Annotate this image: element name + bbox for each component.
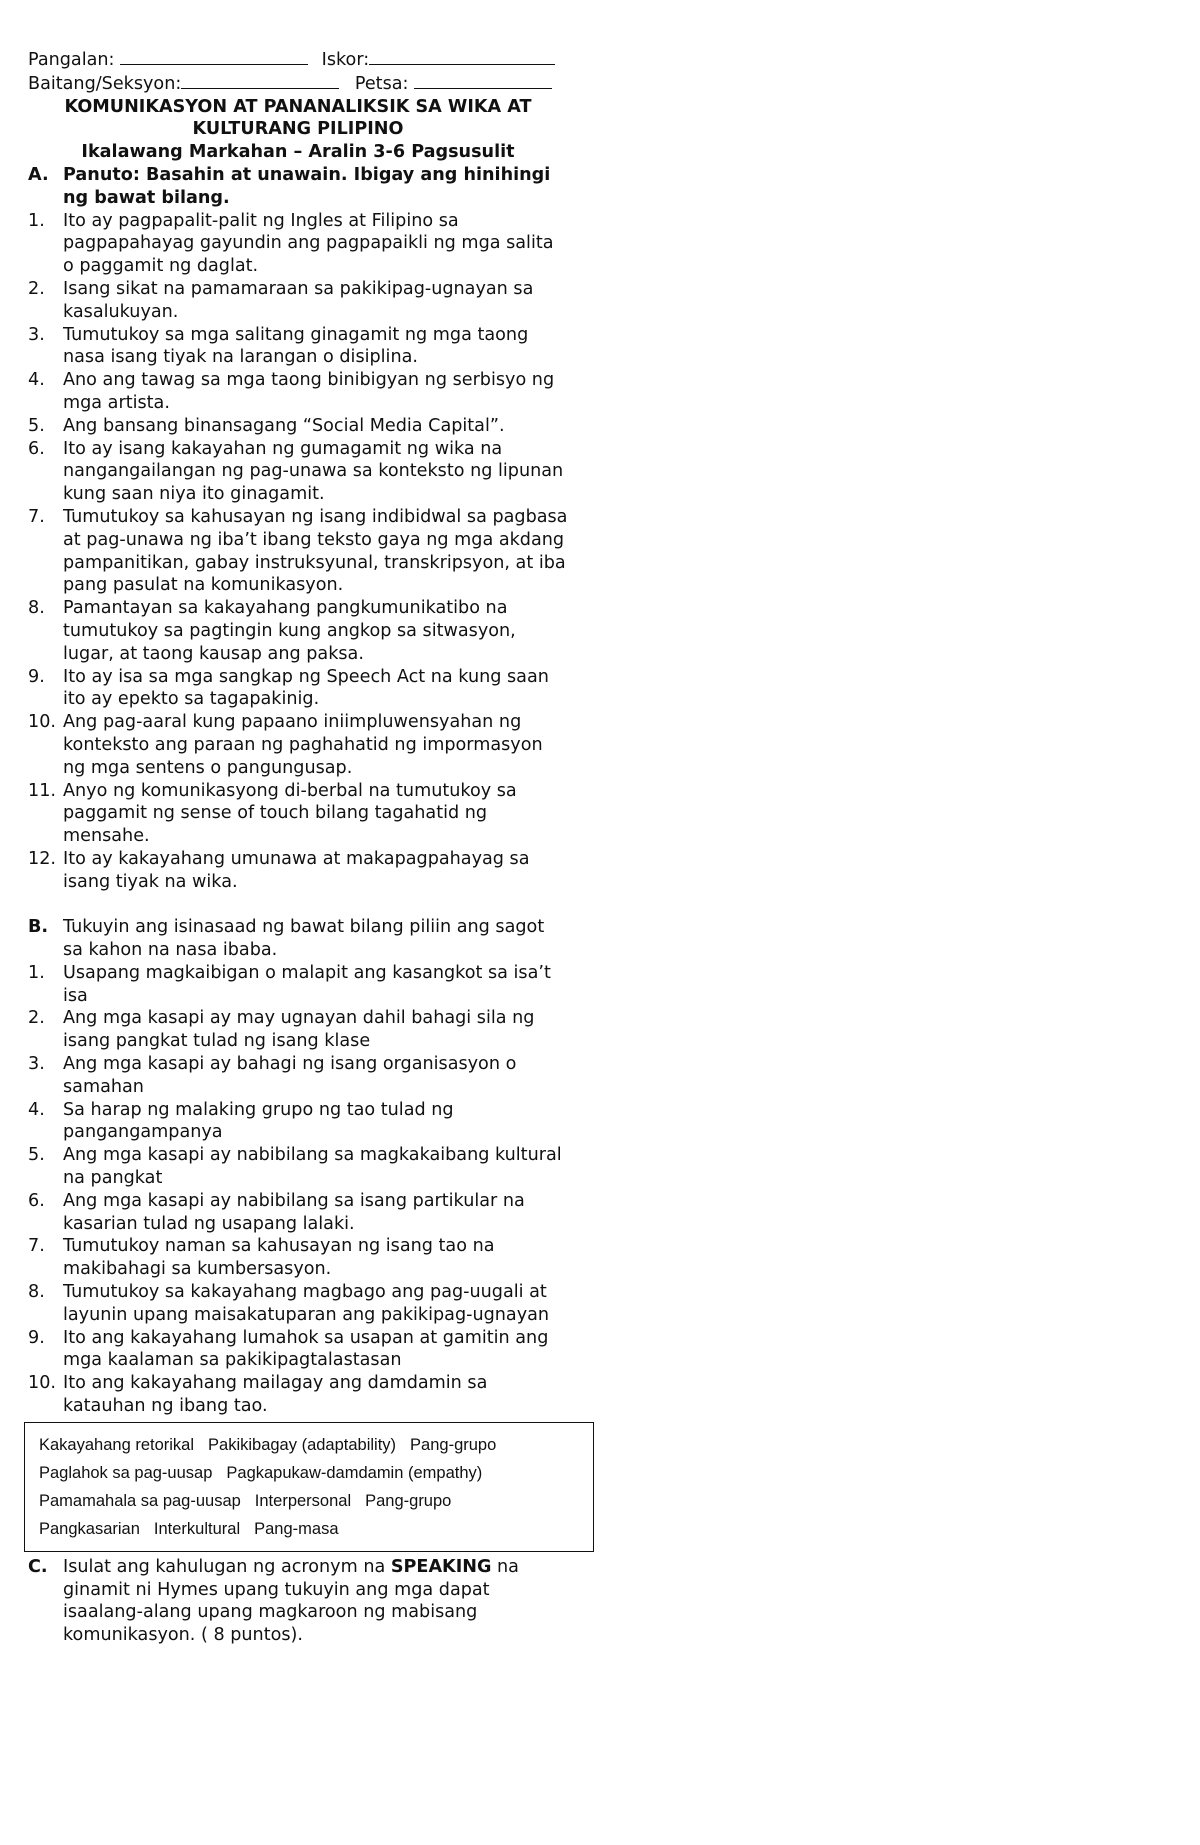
name-score-line	[28, 48, 568, 72]
question-item	[28, 324, 568, 370]
part-b-list	[28, 962, 568, 1418]
question-text: Ang mga kasapi ay bahagi ng isang organisasyon o samahan	[63, 1054, 517, 1097]
question-number: 7.	[28, 506, 45, 527]
title-line-2: KULTURANG PILIPINO	[192, 119, 404, 140]
title-line-1: KOMUNIKASYON AT PANANALIKSIK SA WIKA AT	[64, 96, 532, 117]
question-number: 10.	[28, 1373, 56, 1394]
part-b-instruction-text: Tukuyin ang isinasaad ng bawat bilang piliin ang sagot sa kahon na nasa ibaba.	[63, 917, 545, 961]
question-item	[28, 780, 568, 848]
question-item	[28, 1053, 568, 1099]
question-text: Ito ang kakayahang lumahok sa usapan at gamitin ang mga kaalaman sa pakikipagtalastasan	[63, 1327, 549, 1371]
question-number: 1.	[28, 210, 45, 231]
question-item	[28, 848, 568, 894]
part-c-letter: C.	[28, 1556, 48, 1577]
answer-choice: Pagkapukaw-damdamin (empathy)	[226, 1463, 483, 1482]
question-text: Ano ang tawag sa mga taong binibigyan ng serbisyo ng mga artista.	[63, 370, 555, 413]
choice-row	[39, 1459, 593, 1487]
answer-choice: Kakayahang retorikal	[39, 1435, 195, 1454]
question-item	[28, 369, 568, 415]
question-number: 9.	[28, 666, 45, 687]
question-text: Ito ay isa sa mga sangkap ng Speech Act na kung saan ito ay epekto sa tagapakinig.	[63, 666, 549, 710]
question-text: Ito ang kakayahang mailagay ang damdamin sa katauhan ng ibang tao.	[63, 1373, 488, 1417]
question-item	[28, 711, 568, 779]
answer-choice: Pakikibagay (adaptability)	[208, 1435, 397, 1454]
question-text: Isang sikat na pamamaraan sa pakikipag-ugnayan sa kasalukuyan.	[63, 278, 534, 322]
question-text: Tumutukoy sa kakayahang magbago ang pag-uugali at layunin upang maisakatuparan ang pakikipag-ugnayan	[63, 1282, 550, 1325]
date-blank[interactable]	[414, 72, 552, 89]
acronym: SPEAKING	[390, 1556, 492, 1577]
part-b-letter: B.	[28, 917, 49, 938]
instruction-text: : Basahin at unawain. Ibigay ang hinihingi ng bawat bilang.	[63, 164, 551, 208]
answer-choices-box	[24, 1422, 594, 1552]
question-number: 4.	[28, 370, 45, 391]
question-item	[28, 1281, 568, 1327]
question-number: 8.	[28, 1282, 45, 1303]
question-number: 8.	[28, 598, 45, 619]
part-c-text	[63, 1556, 568, 1647]
question-number: 2.	[28, 278, 45, 299]
answer-choice: Pang-grupo	[365, 1491, 452, 1510]
answer-choice: Interpersonal	[254, 1491, 352, 1510]
question-number: 1.	[28, 962, 45, 983]
question-number: 2.	[28, 1008, 45, 1029]
name-blank[interactable]	[120, 48, 308, 65]
question-text: Ang mga kasapi ay may ugnayan dahil bahagi sila ng isang pangkat tulad ng isang klase	[63, 1008, 535, 1052]
choice-row	[39, 1431, 593, 1459]
question-text: Sa harap ng malaking grupo ng tao tulad ng pangangampanya	[63, 1099, 454, 1143]
question-number: 4.	[28, 1099, 45, 1120]
question-item	[28, 278, 568, 324]
question-number: 12.	[28, 848, 56, 869]
question-item	[28, 666, 568, 712]
question-text: Ang pag-aaral kung papaano iniimpluwensyahan ng konteksto ang paraan ng paghahatid ng impormasyon ng mga sentens o pangungusap.	[63, 712, 543, 778]
part-c-text-after: na ginamit ni Hymes upang tukuyin ang mga dapat isaalang-alang upang magkaroon ng mabisang komunikasyon. ( 8 puntos).	[63, 1556, 519, 1646]
part-c-instruction	[28, 1556, 568, 1647]
question-number: 5.	[28, 415, 45, 436]
answer-choice: Pamamahala sa pag-uusap	[39, 1491, 241, 1510]
question-text: Ito ay pagpapalit-palit ng Ingles at Filipino sa pagpapahayag gayundin ang pagpapaikli ng mga salita o paggamit ng daglat.	[63, 210, 554, 277]
instruction-label: Panuto	[63, 164, 133, 185]
question-text: Ito ay isang kakayahan ng gumagamit ng wika na nangangailangan ng pag-unawa sa konteksto ng lipunan kung saan niya ito ginagamit.	[63, 438, 564, 505]
question-text: Tumutukoy naman sa kahusayan ng isang tao na makibahagi sa kumbersasyon.	[63, 1236, 495, 1280]
part-a-list	[28, 210, 568, 894]
question-number: 6.	[28, 438, 45, 459]
question-text: Pamantayan sa kakayahang pangkumunikatibo na tumutukoy sa pagtingin kung angkop sa sitwasyon, lugar, at taong kausap ang paksa.	[63, 598, 516, 664]
question-item	[28, 1372, 568, 1418]
part-a-instruction-text	[63, 164, 568, 210]
question-text: Anyo ng komunikasyong di-berbal na tumutukoy sa paggamit ng sense of touch bilang tagahatid ng mensahe.	[63, 780, 517, 847]
question-item	[28, 1190, 568, 1236]
question-item	[28, 1327, 568, 1373]
score-blank[interactable]	[369, 48, 555, 65]
question-item	[28, 1235, 568, 1281]
question-item	[28, 1099, 568, 1145]
question-number: 5.	[28, 1145, 45, 1166]
question-text: Ang bansang binansagang “Social Media Capital”.	[63, 415, 505, 436]
answer-choice: Pangkasarian	[39, 1519, 140, 1538]
answer-choice: Pang-masa	[254, 1519, 339, 1538]
question-text: Tumutukoy sa mga salitang ginagamit ng mga taong nasa isang tiyak na larangan o disiplina.	[63, 324, 529, 368]
question-item	[28, 1144, 568, 1190]
answer-choice: Paglahok sa pag-uusap	[39, 1463, 213, 1482]
question-number: 11.	[28, 780, 56, 801]
subtitle: Ikalawang Markahan – Aralin 3-6 Pagsusulit	[81, 142, 515, 163]
section-date-line	[28, 72, 568, 96]
question-number: 3.	[28, 324, 45, 345]
score-label: Iskor:	[321, 50, 370, 70]
answer-choice: Interkultural	[153, 1519, 241, 1538]
part-b-instruction	[28, 916, 568, 962]
quiz-page	[28, 48, 568, 1647]
question-text: Tumutukoy sa kahusayan ng isang indibidwal sa pagbasa at pag-unawa ng iba’t ibang teksto gaya ng mga akdang pampanitikan, gabay instruksyunal, transkripsyon, at iba pang pasulat na komunikasyon.	[63, 506, 568, 596]
question-item	[28, 415, 568, 438]
part-a-instruction	[28, 164, 568, 210]
question-item	[28, 1007, 568, 1053]
choice-row	[39, 1515, 593, 1543]
answer-choice: Pang-grupo	[410, 1435, 497, 1454]
section-blank[interactable]	[181, 72, 339, 89]
question-item	[28, 597, 568, 665]
question-number: 10.	[28, 712, 56, 733]
question-text: Ang mga kasapi ay nabibilang sa isang partikular na kasarian tulad ng usapang lalaki.	[63, 1190, 525, 1234]
part-a-letter: A.	[28, 164, 49, 185]
question-item	[28, 438, 568, 506]
choice-row	[39, 1487, 593, 1515]
question-item	[28, 506, 568, 597]
question-number: 3.	[28, 1054, 45, 1075]
name-label: Pangalan:	[28, 50, 115, 70]
question-text: Usapang magkaibigan o malapit ang kasangkot sa isa’t isa	[63, 962, 551, 1006]
question-number: 9.	[28, 1327, 45, 1348]
part-c-text-before: Isulat ang kahulugan ng acronym na	[63, 1556, 391, 1577]
date-label: Petsa:	[354, 73, 409, 94]
question-text: Ito ay kakayahang umunawa at makapagpahayag sa isang tiyak na wika.	[63, 848, 530, 892]
question-item	[28, 210, 568, 278]
question-number: 7.	[28, 1236, 45, 1257]
section-label: Baitang/Seksyon:	[28, 73, 182, 94]
question-number: 6.	[28, 1190, 45, 1211]
question-text: Ang mga kasapi ay nabibilang sa magkakaibang kultural na pangkat	[63, 1145, 562, 1189]
question-item	[28, 962, 568, 1008]
